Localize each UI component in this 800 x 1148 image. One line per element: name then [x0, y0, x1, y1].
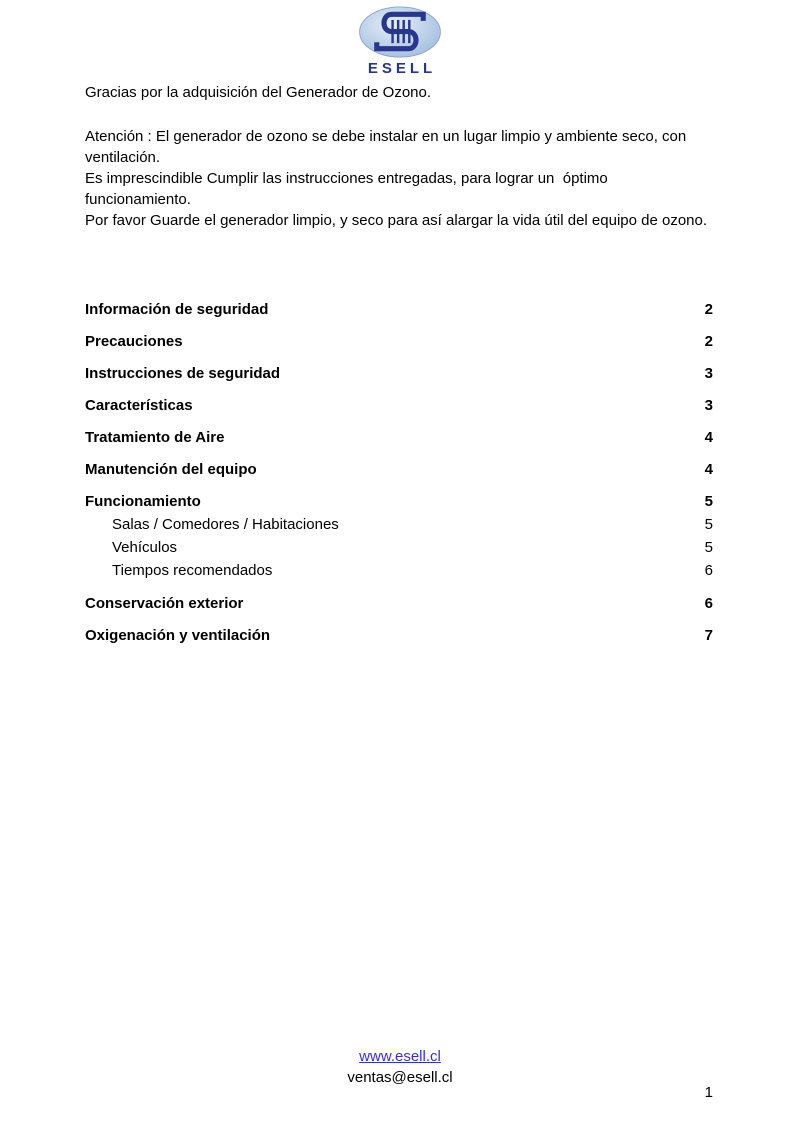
- toc-entry-label: Oxigenación y ventilación: [85, 627, 271, 644]
- toc-entry-page-number: 5: [704, 493, 713, 510]
- toc-entry-page-number: 6: [704, 595, 713, 612]
- toc-entry-page-number: 2: [704, 333, 713, 350]
- toc-entry-label: Información de seguridad: [85, 301, 269, 318]
- toc-entry: [85, 540, 713, 555]
- thanks-paragraph: Gracias por la adquisición del Generador de Ozono.: [85, 84, 432, 101]
- toc-entry: [85, 302, 713, 317]
- toc-entry-page-number: 7: [704, 627, 713, 644]
- toc-entry-label: Precauciones: [85, 333, 183, 350]
- page-number: 1: [704, 1084, 713, 1101]
- toc-entry-page-number: 2: [704, 301, 713, 318]
- toc-entry-page-number: 3: [704, 365, 713, 382]
- paragraph-line: Por favor Guarde el generador limpio, y seco para así alargar la vida útil del equipo de ozono.: [85, 212, 708, 229]
- toc-entry: [85, 462, 713, 477]
- toc-entry-label: Funcionamiento: [85, 493, 201, 510]
- toc-entry-label: Tiempos recomendados: [112, 562, 273, 579]
- toc-entry-label: Instrucciones de seguridad: [85, 365, 281, 382]
- toc-entry: [85, 430, 713, 445]
- paragraph-line: Es imprescindible Cumplir las instrucciones entregadas, para lograr un óptimo funcionamiento.: [85, 170, 612, 208]
- toc-entry-page-number: 4: [704, 429, 713, 446]
- toc-entry-label: Vehículos: [112, 539, 178, 556]
- toc-entry: [85, 628, 713, 643]
- toc-entry-page-number: 5: [704, 516, 713, 533]
- toc-entry-label: Tratamiento de Aire: [85, 429, 225, 446]
- toc-entry-label: Salas / Comedores / Habitaciones: [112, 516, 339, 533]
- intro-text: [85, 82, 715, 231]
- toc-entry: [85, 494, 713, 509]
- email-text: ventas@esell.cl: [347, 1069, 453, 1086]
- toc-entry-label: Manutención del equipo: [85, 461, 257, 478]
- toc-entry-page-number: 4: [704, 461, 713, 478]
- website-link[interactable]: www.esell.cl: [359, 1048, 441, 1065]
- paragraph-line: Atención : El generador de ozono se debe instalar en un lugar limpio y ambiente seco, con ventilación.: [85, 128, 691, 166]
- toc-entry-page-number: 3: [704, 397, 713, 414]
- esell-wordmark: ESELL: [367, 60, 437, 77]
- toc-entry-label: Conservación exterior: [85, 595, 244, 612]
- esell-logo-icon: [357, 6, 443, 58]
- toc-entry-page-number: 5: [704, 539, 713, 556]
- toc-entry: [85, 334, 713, 349]
- table-of-contents: [85, 302, 713, 660]
- toc-entry-label: Características: [85, 397, 193, 414]
- toc-entry: [85, 366, 713, 381]
- toc-entry-page-number: 6: [704, 562, 713, 579]
- toc-entry: [85, 398, 713, 413]
- toc-entry: [85, 517, 713, 532]
- toc-entry: [85, 563, 713, 578]
- attention-paragraph: [85, 126, 715, 231]
- toc-entry: [85, 596, 713, 611]
- page-footer: [0, 1046, 800, 1088]
- esell-logo: [0, 6, 800, 77]
